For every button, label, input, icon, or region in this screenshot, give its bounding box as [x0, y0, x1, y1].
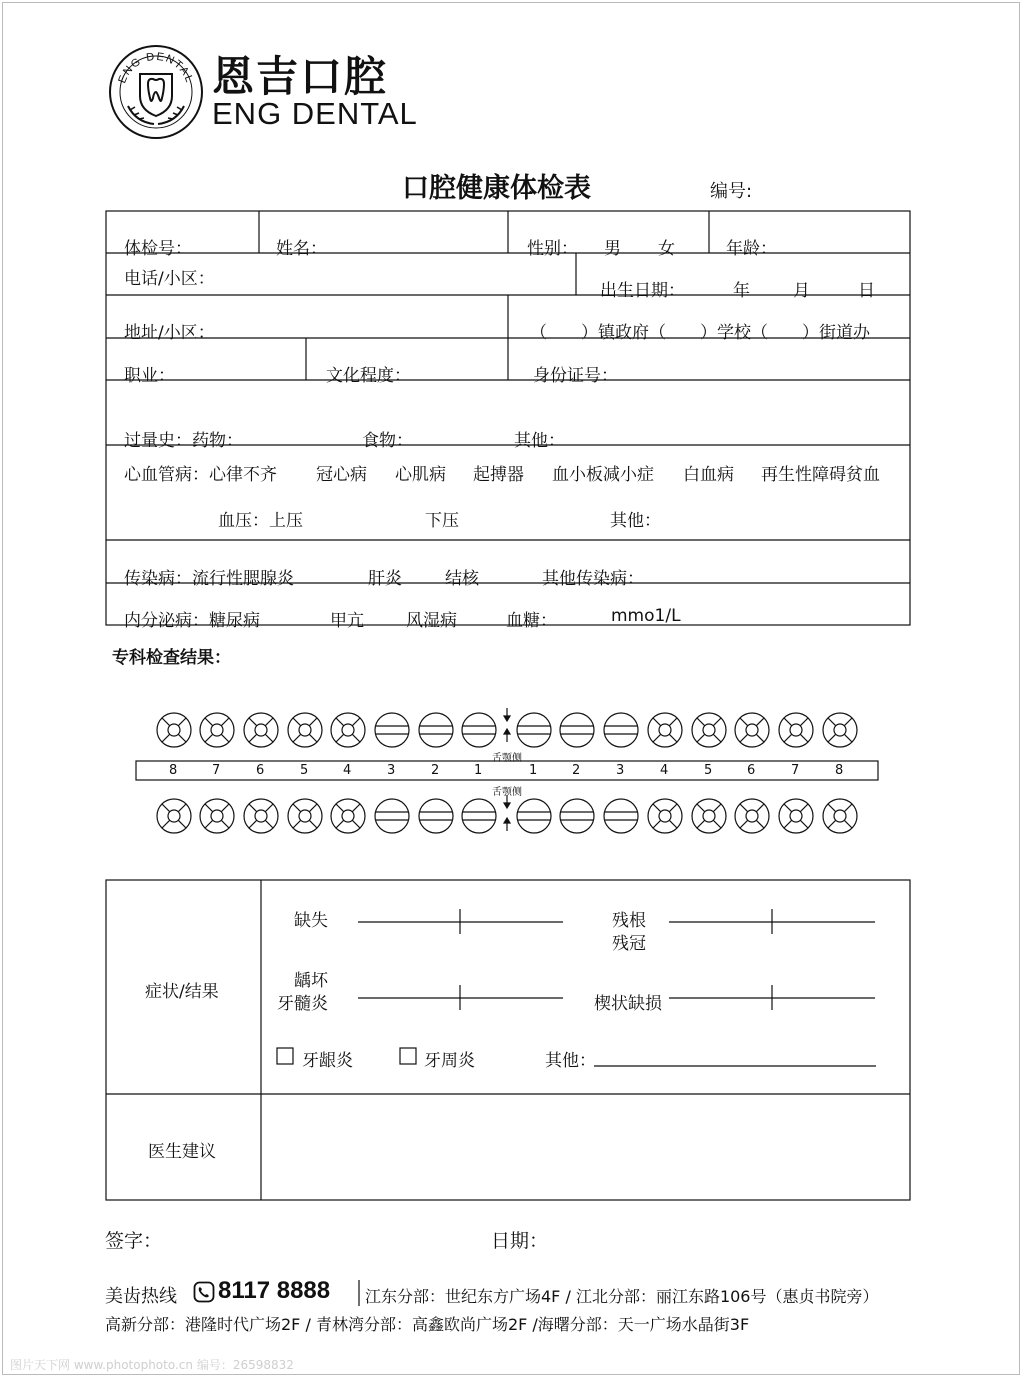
tooth-diagram	[244, 713, 278, 747]
phone-label: 电话/小区：	[124, 269, 215, 289]
birth-day: 日	[858, 281, 875, 301]
tooth-number: 3	[616, 763, 625, 778]
hotline-label: 美齿热线	[105, 1286, 177, 1307]
periodontitis-checkbox	[400, 1048, 416, 1064]
infect-tb: 结核	[445, 569, 479, 589]
endo-hyper: 甲亢	[330, 611, 364, 631]
missing-label: 缺失	[294, 911, 328, 931]
tooth-number: 2	[431, 763, 440, 778]
tooth-diagram	[560, 713, 594, 747]
bp-label: 血压：上压	[218, 511, 303, 531]
tooth-number: 6	[747, 763, 756, 778]
tooth-diagram	[462, 799, 496, 833]
tooth-diagram	[375, 713, 409, 747]
tooth-number: 8	[835, 763, 844, 778]
result-other-label: 其他：	[545, 1051, 596, 1071]
tooth-diagram	[200, 799, 234, 833]
tooth-diagram	[200, 713, 234, 747]
tooth-number: 1	[474, 763, 483, 778]
education-label: 文化程度：	[326, 366, 411, 386]
tooth-diagram	[419, 713, 453, 747]
tooth-number: 2	[572, 763, 581, 778]
cardio-item: 冠心病	[316, 465, 367, 485]
birth-year: 年	[733, 281, 750, 301]
tooth-diagram	[823, 799, 857, 833]
cardio-item: 心肌病	[395, 465, 446, 485]
tooth-diagram	[517, 713, 551, 747]
tooth-number: 4	[343, 763, 352, 778]
tooth-diagram	[288, 713, 322, 747]
brand-name-en: ENG DENTAL	[212, 96, 418, 131]
signature-date-label: 日期：	[491, 1230, 549, 1252]
tooth-number: 6	[256, 763, 265, 778]
tooth-diagram	[735, 713, 769, 747]
infect-hep: 肝炎	[368, 569, 402, 589]
cardio-item: 再生性障碍贫血	[761, 465, 880, 485]
residual-root-label: 残根	[612, 911, 646, 931]
tooth-diagram	[157, 799, 191, 833]
job-label: 职业：	[124, 366, 175, 386]
tooth-diagram	[779, 799, 813, 833]
branches-line-1: 江东分部：世纪东方广场4F / 江北分部：丽江东路106号（惠贞书院旁）	[365, 1287, 879, 1306]
side-label-top: 舌颚侧	[492, 753, 522, 764]
tooth-diagram	[244, 799, 278, 833]
address-label: 地址/小区：	[124, 323, 215, 343]
birth-month: 月	[793, 281, 810, 301]
exam-no-label: 体检号：	[124, 239, 192, 259]
phone-icon	[193, 1281, 215, 1303]
tooth-diagram	[331, 713, 365, 747]
tooth-diagram	[331, 799, 365, 833]
caries-label: 龋坏	[294, 971, 328, 991]
tooth-diagram	[375, 799, 409, 833]
cardio-item: 起搏器	[473, 465, 524, 485]
allergy-other: 其他：	[514, 431, 565, 451]
tooth-number: 7	[791, 763, 800, 778]
tooth-diagram	[560, 799, 594, 833]
tooth-diagram	[517, 799, 551, 833]
cardio-item: 血小板减小症	[552, 465, 654, 485]
tooth-number: 1	[529, 763, 538, 778]
tooth-number: 7	[212, 763, 221, 778]
wedge-label: 楔状缺损	[594, 994, 662, 1014]
gov-options: （ ）镇政府（ ）学校（ ）街道办	[530, 323, 870, 343]
tooth-diagram	[779, 713, 813, 747]
tooth-diagram	[823, 713, 857, 747]
side-label-bottom: 舌颚侧	[492, 787, 522, 798]
cardio-item: 白血病	[683, 465, 734, 485]
bp-low-label: 下压	[425, 511, 459, 531]
tooth-diagram	[288, 799, 322, 833]
tooth-number: 3	[387, 763, 396, 778]
signature-label: 签字：	[105, 1230, 163, 1252]
tooth-diagram	[648, 799, 682, 833]
watermark: 图片天下网 www.photophoto.cn 编号：26598832	[10, 1358, 294, 1372]
tooth-diagram	[462, 713, 496, 747]
endo-rheum: 风湿病	[406, 611, 457, 631]
endo-sugar: 血糖：	[506, 611, 557, 631]
tooth-diagram	[604, 799, 638, 833]
residual-crown-label: 残冠	[612, 934, 646, 954]
tooth-diagram	[735, 799, 769, 833]
tooth-diagram	[692, 713, 726, 747]
gender-male: 男	[604, 239, 621, 259]
tooth-number: 8	[169, 763, 178, 778]
infect-other: 其他传染病：	[542, 569, 644, 589]
tooth-number: 5	[300, 763, 309, 778]
tooth-diagram	[648, 713, 682, 747]
hotline-number: 8117 8888	[218, 1277, 331, 1304]
tooth-number: 4	[660, 763, 669, 778]
tooth-diagram	[419, 799, 453, 833]
endo-unit: mmo1/L	[611, 606, 681, 626]
midline-arrows	[504, 708, 510, 831]
symptom-result-label: 症状/结果	[145, 982, 219, 1002]
tooth-diagram	[604, 713, 638, 747]
age-label: 年龄：	[726, 239, 777, 259]
birth-label: 出生日期：	[600, 281, 685, 301]
special-exam-title: 专科检查结果：	[112, 648, 231, 668]
branches-line-2: 高新分部：港隆时代广场2F / 青林湾分部：高鑫欧尚广场2F /海曙分部：天一广场水晶街3F	[105, 1315, 750, 1334]
tooth-diagram	[157, 713, 191, 747]
serial-label: 编号:	[710, 181, 753, 202]
allergy-label: 过量史：药物：	[124, 431, 243, 451]
cardio-other: 其他：	[610, 511, 661, 531]
name-label: 姓名：	[276, 239, 327, 259]
cardio-label: 心血管病：心律不齐	[124, 465, 277, 485]
gingivitis-label: 牙龈炎	[302, 1051, 353, 1071]
endo-label: 内分泌病：糖尿病	[124, 611, 260, 631]
id-card-label: 身份证号：	[533, 366, 618, 386]
pulpitis-label: 牙髓炎	[277, 994, 328, 1014]
tooth-number: 5	[704, 763, 713, 778]
infect-label: 传染病：流行性腮腺炎	[124, 569, 294, 589]
periodontitis-label: 牙周炎	[424, 1051, 475, 1071]
seal-text: ENG DENTAL	[116, 50, 196, 86]
tooth-diagram	[692, 799, 726, 833]
form-title: 口腔健康体检表	[402, 173, 591, 204]
gender-female: 女	[658, 239, 675, 259]
gingivitis-checkbox	[277, 1048, 293, 1064]
doctor-advice-label: 医生建议	[148, 1142, 216, 1162]
brand-name-cn: 恩吉口腔	[212, 52, 389, 101]
gender-label: 性别：	[527, 239, 578, 259]
allergy-food: 食物：	[362, 431, 413, 451]
